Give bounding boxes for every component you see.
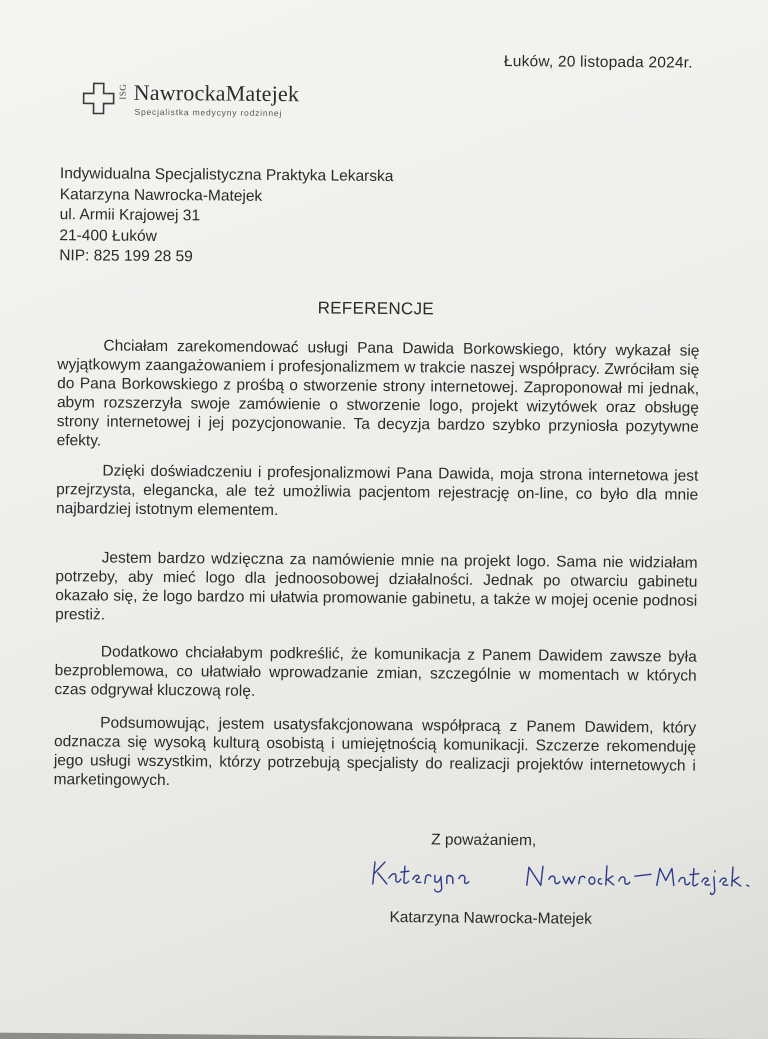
body-paragraph: Chciałam zarekomendować usługi Pana Dawida Borkowskiego, który wykazał się wyjątkowym zaangażowaniem i profesjonalizmem w trakcie naszej współpracy. Zwróciłam się do Pana Borkowskiego z prośbą o stworzenie strony internetowej. Zaproponował mi jednak, abym rozszerzyła swoje zamówienie o stworzenie logo, projekt wizytówek oraz obsługę strony internetowej i jej pozycjonowanie. Ta decyzja bardzo szybko przyniosła pozytywne efekty. — [56, 337, 700, 450]
body-paragraph: Podsumowując, jestem usatysfakcjonowana współpracą z Panem Dawidem, który odznacza się wysoką kulturą osobistą i umiejętnością komunikacji. Szczerze rekomenduję jego usługi wszystkim, którzy potrzebują specjalisty do realizacji projektów internetowych i marketingowych. — [53, 714, 697, 790]
logo-name: NawrockaMatejek — [133, 79, 300, 107]
logo-side-text: ISG — [117, 83, 128, 100]
address-nip: NIP: 825 199 28 59 — [59, 247, 193, 266]
company-logo — [81, 79, 341, 121]
body-paragraph: Dodatkowo chciałabym podkreślić, że komunikacja z Panem Dawidem zawsze była bezproblemowa, co ułatwiało wprowadzanie zmian, szczególnie w momentach w których czas odgrywał kluczową rolę. — [54, 643, 697, 700]
body-paragraph: Jestem bardzo wdzięczna za namówienie mnie na projekt logo. Sama nie widziałam potrzeby, aby mieć logo dla jednoosobowej działalności. Jednak po otwarciu gabinetu okazało się, że logo bardzo mi ułatwia promowanie gabinetu, a także w mojej ocenie podnosi prestiż. — [55, 549, 698, 624]
body-paragraph: Dzięki doświadczeniu i profesjonalizmowi Pana Dawida, moja strona internetowa jest przejrzysta, elegancka, ale też umożliwia pacjentom rejestrację on-line, co było dla mnie najbardziej istotnym elementem. — [55, 462, 699, 520]
cross-icon — [81, 81, 115, 115]
address-line: Indywidualna Specjalistyczna Praktyka Lekarska — [59, 165, 394, 186]
address-line: 21-400 Łuków — [59, 226, 157, 245]
address-line: ul. Armii Krajowej 31 — [59, 206, 201, 225]
sender-address — [59, 164, 393, 269]
signature-scribble — [369, 848, 759, 899]
closing-phrase: Z poważaniem, — [431, 831, 537, 850]
handwritten-signature — [369, 848, 759, 899]
address-line: Katarzyna Nawrocka-Matejek — [59, 185, 263, 205]
logo-tagline: Specjalistka medycyny rodzinnej — [134, 106, 283, 119]
place-and-date: Łuków, 20 listopada 2024r. — [503, 52, 693, 72]
document-title: REFERENCJE — [317, 298, 435, 319]
signer-name: Katarzyna Nawrocka-Matejek — [389, 909, 593, 928]
